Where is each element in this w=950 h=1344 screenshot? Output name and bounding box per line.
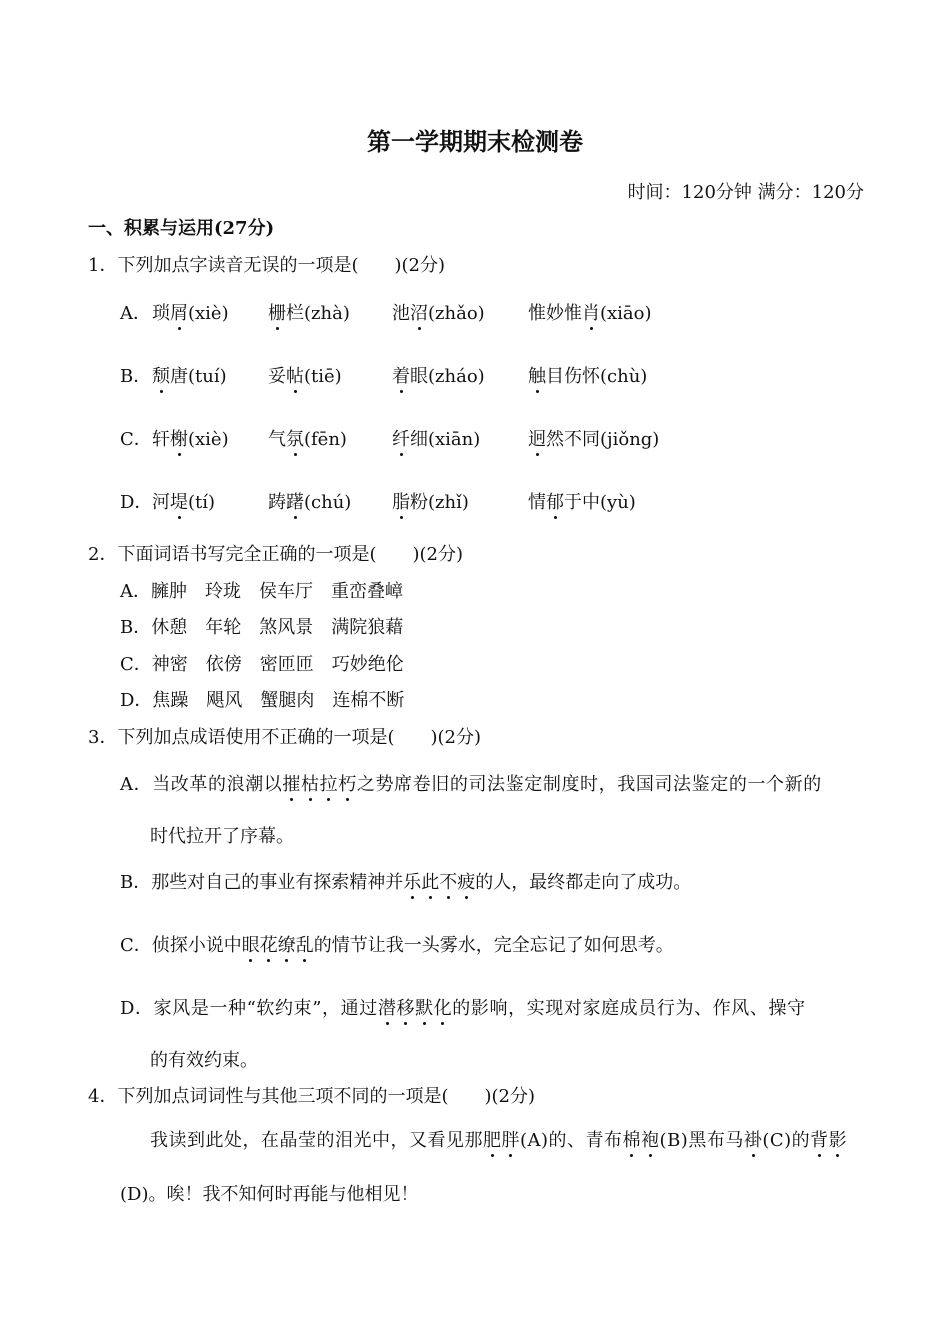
question-1-option-item: 颓唐(tuí) — [152, 366, 227, 387]
question-3-option-d: D．家风是一种“软约束”，通过潜移默化的影响，实现对家庭成员行为、作风、操守 — [120, 998, 806, 1019]
dotted-char: 脂 — [392, 492, 410, 513]
question-2-option-a: A．臃肿 玲珑 侯车厅 重峦叠嶂 — [120, 581, 403, 602]
question-1-option-label: D． — [120, 492, 153, 513]
question-1-option-label: C． — [120, 429, 152, 450]
dotted-char: 栅 — [268, 303, 286, 324]
question-3-option-c: C．侦探小说中眼花缭乱的情节让我一头雾水，完全忘记了如何思考。 — [120, 935, 674, 956]
dotted-char: 榭 — [170, 429, 188, 450]
question-1-option-item: 着眼(zháo) — [392, 366, 485, 387]
dotted-char: 纤 — [392, 429, 410, 450]
question-2-option-d: D．焦躁 飓风 蟹腿肉 连棉不断 — [120, 690, 405, 711]
dotted-idiom: 乐此不疲 — [403, 872, 476, 893]
question-1-option-item: 触目伤怀(chù) — [528, 366, 648, 387]
question-1-option-item: 纤细(xiān) — [392, 429, 481, 450]
dotted-idiom: 眼花缭乱 — [241, 935, 314, 956]
question-1-option-item: 气氛(fēn) — [268, 429, 347, 450]
question-3-option-b: B．那些对自己的事业有探索精神并乐此不疲的人，最终都走向了成功。 — [120, 872, 692, 893]
dotted-idiom: 潜移默化 — [377, 998, 453, 1019]
section-heading: 一、积累与运用(27分) — [88, 218, 275, 239]
dotted-word-a: 肥胖 — [483, 1130, 520, 1151]
question-1-option-label: A． — [120, 303, 151, 324]
question-4-stem: 4．下列加点词词性与其他三项不同的一项是( )(2分) — [88, 1086, 535, 1107]
question-1-stem: 1．下列加点字读音无误的一项是( )(2分) — [88, 255, 445, 276]
question-1-option-item: 惟妙惟肖(xiāo) — [528, 303, 652, 324]
dotted-word-d: 背影 — [810, 1130, 848, 1151]
question-3-option-a: A．当改革的浪潮以摧枯拉朽之势席卷旧的司法鉴定制度时，我国司法鉴定的一个新的 — [120, 774, 822, 795]
question-1-option-item: 河堤(tí) — [152, 492, 216, 513]
question-1-option-item: 栅栏(zhà) — [268, 303, 350, 324]
question-2-option-c: C．神密 依傍 密匝匝 巧妙绝伦 — [120, 654, 404, 675]
dotted-char: 郁 — [546, 492, 564, 513]
exam-meta: 时间：120分钟 满分：120分 — [627, 182, 864, 203]
dotted-char: 着 — [392, 366, 410, 387]
question-3-option-a-continued: 时代拉开了序幕。 — [150, 826, 294, 847]
question-4-passage-continued: (D)。唉！我不知何时再能与他相见！ — [120, 1184, 419, 1205]
question-1-option-item: 脂粉(zhǐ) — [392, 492, 469, 513]
question-3-option-d-continued: 的有效约束。 — [150, 1050, 258, 1071]
dotted-word-c: 褂 — [743, 1130, 763, 1151]
dotted-char: 颓 — [152, 366, 170, 387]
dotted-char: 屑 — [170, 303, 188, 324]
page-title: 第一学期期末检测卷 — [367, 127, 583, 156]
dotted-char: 触 — [528, 366, 546, 387]
question-1-option-item: 琐屑(xiè) — [152, 303, 229, 324]
question-2-stem: 2．下面词语书写完全正确的一项是( )(2分) — [88, 544, 463, 565]
dotted-char: 肖 — [582, 303, 600, 324]
dotted-char: 堤 — [170, 492, 188, 513]
dotted-idiom: 摧枯拉朽 — [282, 774, 357, 795]
question-1-option-label: B． — [120, 366, 152, 387]
question-2-option-b: B．休憩 年轮 煞风景 满院狼藉 — [120, 617, 404, 638]
question-1-option-item: 轩榭(xiè) — [152, 429, 229, 450]
question-3-stem: 3．下列加点成语使用不正确的一项是( )(2分) — [88, 727, 481, 748]
question-1-option-item: 踌躇(chú) — [268, 492, 352, 513]
question-1-option-item: 情郁于中(yù) — [528, 492, 636, 513]
question-1-option-item: 池沼(zhǎo) — [392, 303, 485, 324]
question-1-option-item: 迥然不同(jiǒng) — [528, 429, 660, 450]
dotted-char: 氛 — [286, 429, 304, 450]
dotted-word-b: 棉袍 — [622, 1130, 660, 1151]
dotted-char: 迥 — [528, 429, 546, 450]
dotted-char: 沼 — [410, 303, 428, 324]
question-1-option-item: 妥帖(tiē) — [268, 366, 342, 387]
question-4-passage: 我读到此处，在晶莹的泪光中，又看见那肥胖(A)的、青布棉袍(B)黑布马褂(C)的背影 — [150, 1130, 848, 1151]
dotted-char: 躇 — [286, 492, 304, 513]
dotted-char: 帖 — [286, 366, 304, 387]
